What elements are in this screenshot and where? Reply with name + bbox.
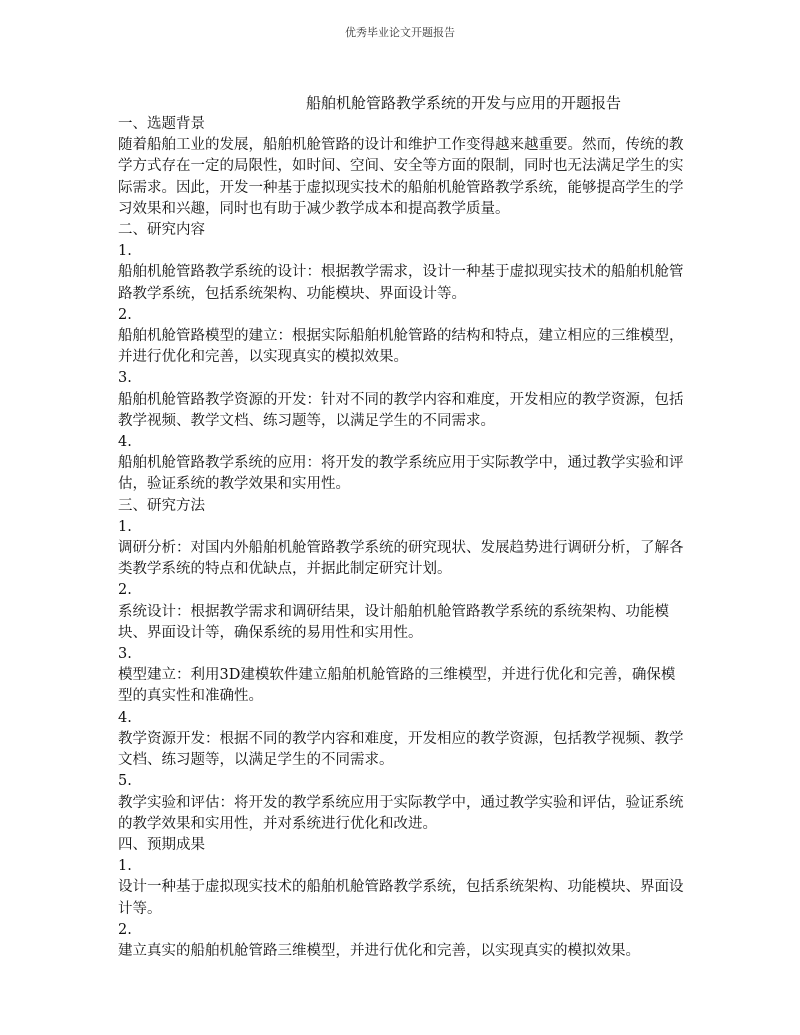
section-paragraph: 随着船舶工业的发展，船舶机舱管路的设计和维护工作变得越来越重要。然而，传统的教学方式存在一定的局限性，如时间、空间、安全等方面的限制，同时也无法满足学生的实际需求。因此，开发一种基于虚拟现实技术的船舶机舱管路教学系统，能够提高学生的学习效果和兴趣，同时也有助于减少教学成本和提高教学质量。: [118, 137, 684, 217]
item-text: 建立真实的船舶机舱管路三维模型，并进行优化和完善，以实现真实的模拟效果。: [118, 942, 640, 959]
item-number: 4.: [118, 434, 132, 451]
item-number: 3.: [118, 646, 132, 663]
item-text: 模型建立：利用3D建模软件建立船舶机舱管路的三维模型，并进行优化和完善，确保模型的真实性和准确性。: [118, 667, 676, 705]
document-title: 船舶机舱管路教学系统的开发与应用的开题报告: [306, 94, 622, 112]
item-text: 系统设计：根据教学需求和调研结果，设计船舶机舱管路教学系统的系统架构、功能模块、界面设计等，确保系统的易用性和实用性。: [118, 603, 669, 641]
item-number: 1.: [118, 243, 132, 260]
item-number: 2.: [118, 921, 132, 938]
item-number: 1.: [118, 518, 132, 535]
item-number: 1.: [118, 858, 132, 875]
item-number: 5.: [118, 773, 132, 790]
item-number: 4.: [118, 709, 132, 726]
section-heading: 一、选题背景: [118, 116, 205, 132]
document-body: [118, 114, 688, 962]
section-heading: 二、研究内容: [118, 222, 205, 239]
section-heading: 四、预期成果: [118, 836, 205, 853]
item-text: 教学实验和评估：将开发的教学系统应用于实际教学中，通过教学实验和评估，验证系统的教学效果和实用性，并对系统进行优化和改进。: [118, 794, 684, 832]
item-text: 调研分析：对国内外船舶机舱管路教学系统的研究现状、发展趋势进行调研分析，了解各类教学系统的特点和优缺点，并据此制定研究计划。: [118, 540, 684, 578]
item-number: 2.: [118, 582, 132, 599]
item-number: 3.: [118, 370, 132, 387]
page-header: 优秀毕业论文开题报告: [345, 26, 455, 39]
item-text: 船舶机舱管路教学系统的设计：根据教学需求，设计一种基于虚拟现实技术的船舶机舱管路教学系统，包括系统架构、功能模块、界面设计等。: [118, 264, 684, 302]
item-text: 教学资源开发：根据不同的教学内容和难度，开发相应的教学资源，包括教学视频、教学文档、练习题等，以满足学生的不同需求。: [118, 730, 684, 769]
item-text: 船舶机舱管路模型的建立：根据实际船舶机舱管路的结构和特点，建立相应的三维模型，并进行优化和完善，以实现真实的模拟效果。: [118, 328, 684, 366]
item-text: 设计一种基于虚拟现实技术的船舶机舱管路教学系统，包括系统架构、功能模块、界面设计等。: [118, 879, 684, 917]
section-heading: 三、研究方法: [118, 497, 205, 514]
item-text: 船舶机舱管路教学资源的开发：针对不同的教学内容和难度，开发相应的教学资源，包括教学视频、教学文档、练习题等，以满足学生的不同需求。: [118, 391, 684, 429]
item-text: 船舶机舱管路教学系统的应用：将开发的教学系统应用于实际教学中，通过教学实验和评估，验证系统的教学效果和实用性。: [118, 455, 684, 493]
item-number: 2.: [118, 306, 132, 323]
